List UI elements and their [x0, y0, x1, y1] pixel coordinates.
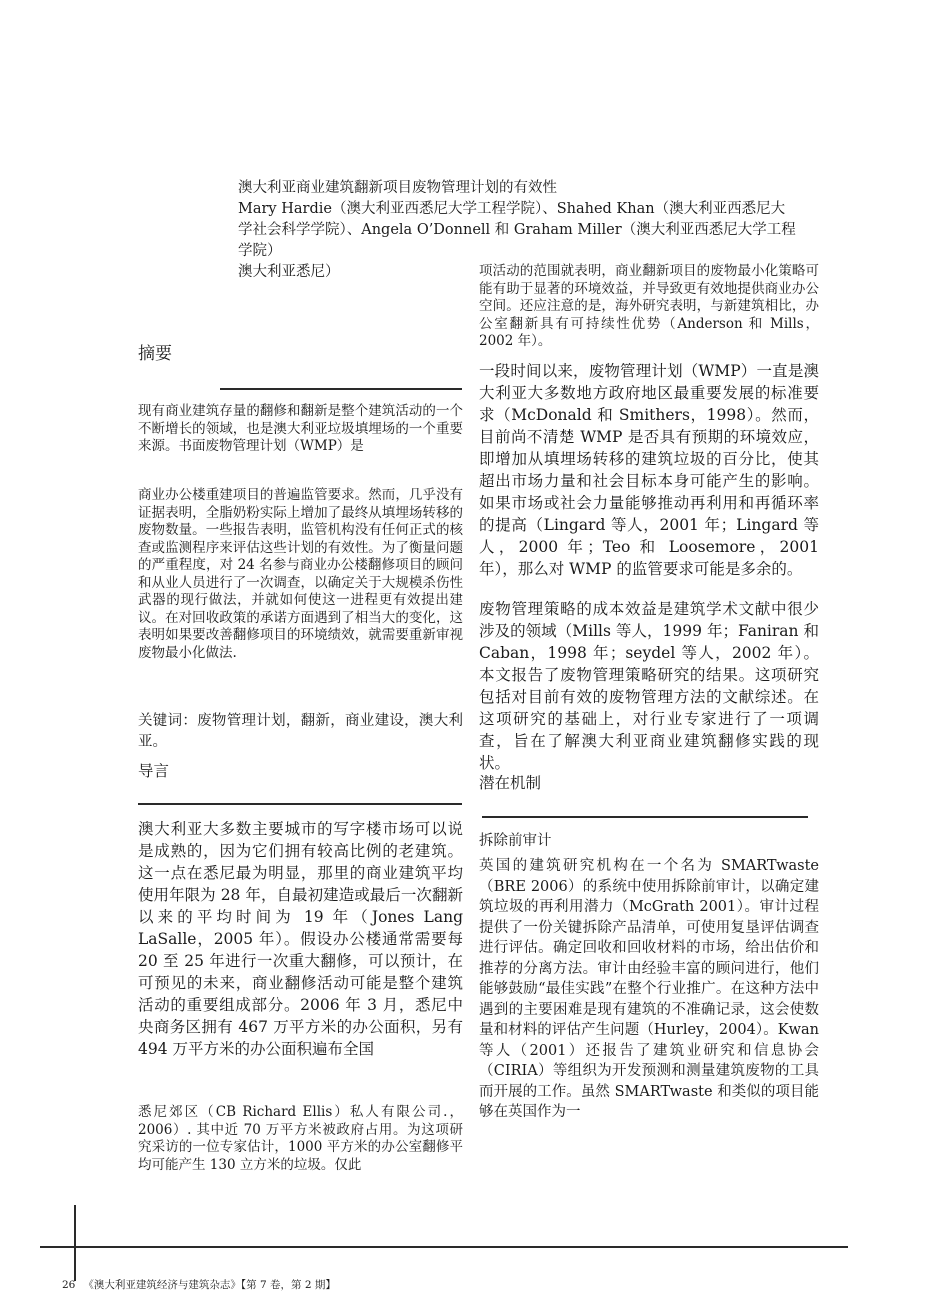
page-footer	[62, 1278, 336, 1292]
mechanism-rule	[482, 816, 808, 818]
keywords: 关键词：废物管理计划，翻新，商业建设，澳大利亚。	[138, 713, 463, 750]
intro-paragraph-1: 澳大利亚大多数主要城市的写字楼市场可以说是成熟的，因为它们拥有较高比例的老建筑。这一点在悉尼最为明显，那里的商业建筑平均使用年限为 28 年，自最初建造或最后一次翻新以来的平均时间为 19 年（Jones Lang LaSalle，2005 年）。假设办公楼通常需要每 20 至 25 年进行一次重大翻修，可以预计，在可预见的未来，商业翻修活动可能是整个建筑活动的重要组成部分。2006 年 3 月，悉尼中央商务区拥有 467 万平方米的办公面积，另有 494 万平方米的办公面积遍布全国	[138, 820, 463, 1058]
audit-heading: 拆除前审计	[479, 833, 552, 849]
right-paragraph-4: 英国的建筑研究机构在一个名为 SMARTwaste（BRE 2006）的系统中使用拆除前审计，以确定建筑垃圾的再利用潜力（McGrath 2001）。审计过程提供了一份关键拆除产品清单，可使用复垦评估调查进行评估。确定回收和回收材料的市场，给出估价和推荐的分离方法。审计由经验丰富的顾问进行，他们能够鼓励“最佳实践”在整个行业推广。在这种方法中遇到的主要困难是现有建筑的不准确记录，这会使数量和材料的评估产生问题（Hurley，2004）。Kwan 等人（2001）还报告了建筑业研究和信息协会（CIRIA）等组织为开发预测和测量建筑废物的工具而开展的工作。虽然 SMARTwaste 和类似的项目能够在英国作为一	[479, 858, 819, 1120]
abstract-heading: 摘要	[138, 344, 172, 364]
article-location: 澳大利亚悉尼）	[238, 264, 340, 280]
right-paragraph-1: 项活动的范围就表明，商业翻新项目的废物最小化策略可能有助于显著的环境效益，并导致更有效地提供商业办公空间。还应注意的是，海外研究表明，与新建筑相比，办公室翻新具有可持续性优势（Anderson 和 Mills，2002 年）。	[479, 263, 819, 349]
intro-paragraph-2: 悉尼郊区（CB Richard Ellis）私人有限公司.，2006）. 其中近 70 万平方米被政府占用。为这项研究采访的一位专家估计，1000 平方米的办公室翻修平均可能产生 130 立方米的垃圾。仅此	[138, 1104, 463, 1173]
article-title: 澳大利亚商业建筑翻新项目废物管理计划的有效性	[238, 180, 557, 196]
intro-rule	[138, 803, 462, 805]
right-paragraph-2: 一段时间以来，废物管理计划（WMP）一直是澳大利亚大多数地方政府地区最重要发展的标准要求（McDonald 和 Smithers，1998）。然而，目前尚不清楚 WMP 是否具有预期的环境效应，即增加从填埋场转移的建筑垃圾的百分比，使其超出市场力量和社会目标本身可能产生的影响。如果市场或社会力量能够推动再利用和再循环率的提高（Lingard 等人，2001 年；Lingard 等人，2000 年；Teo 和 Loosemore，2001 年），那么对 WMP 的监管要求可能是多余的。	[479, 362, 819, 578]
footer-vertical-rule	[74, 1205, 76, 1281]
journal-citation: 《澳大利亚建筑经济与建筑杂志》【第 7 卷，第 2 期】	[83, 1279, 336, 1291]
abstract-paragraph-2: 商业办公楼重建项目的普遍监管要求。然而，几乎没有证据表明，全脂奶粉实际上增加了最终从填埋场转移的废物数量。一些报告表明，监管机构没有任何正式的核查或监测程序来评估这些计划的有效性。为了衡量问题的严重程度，对 24 名参与商业办公楼翻修项目的顾问和从业人员进行了一次调查，以确定关于大规模杀伤性武器的现行做法，并就如何使这一进程更有效提出建议。在对回收政策的承诺方面遇到了相当大的变化，这表明如果要改善翻修项目的环境绩效，就需要重新审视废物最小化做法.	[138, 487, 463, 661]
page-number: 26	[62, 1279, 76, 1291]
article-authors: Mary Hardie（澳大利亚西悉尼大学工程学院）、Shahed Khan（澳大利亚西悉尼大学社会科学学院）、Angela O’Donnell 和 Graham Miller（澳大利亚西悉尼大学工程学院）	[238, 201, 796, 259]
abstract-rule	[220, 388, 462, 390]
intro-heading: 导言	[138, 762, 170, 780]
abstract-paragraph-1: 现有商业建筑存量的翻修和翻新是整个建筑活动的一个不断增长的领域，也是澳大利亚垃圾填埋场的一个重要来源。书面废物管理计划（WMP）是	[138, 403, 463, 454]
footer-rule	[40, 1246, 848, 1248]
mechanism-heading: 潜在机制	[479, 774, 542, 792]
right-paragraph-3: 废物管理策略的成本效益是建筑学术文献中很少涉及的领域（Mills 等人，1999 年；Faniran 和 Caban，1998 年；seydel 等人，2002 年）。本文报告了废物管理策略研究的结果。这项研究包括对目前有效的废物管理方法的文献综述。在这项研究的基础上，对行业专家进行了一项调查，旨在了解澳大利亚商业建筑翻修实践的现状。	[479, 600, 819, 772]
